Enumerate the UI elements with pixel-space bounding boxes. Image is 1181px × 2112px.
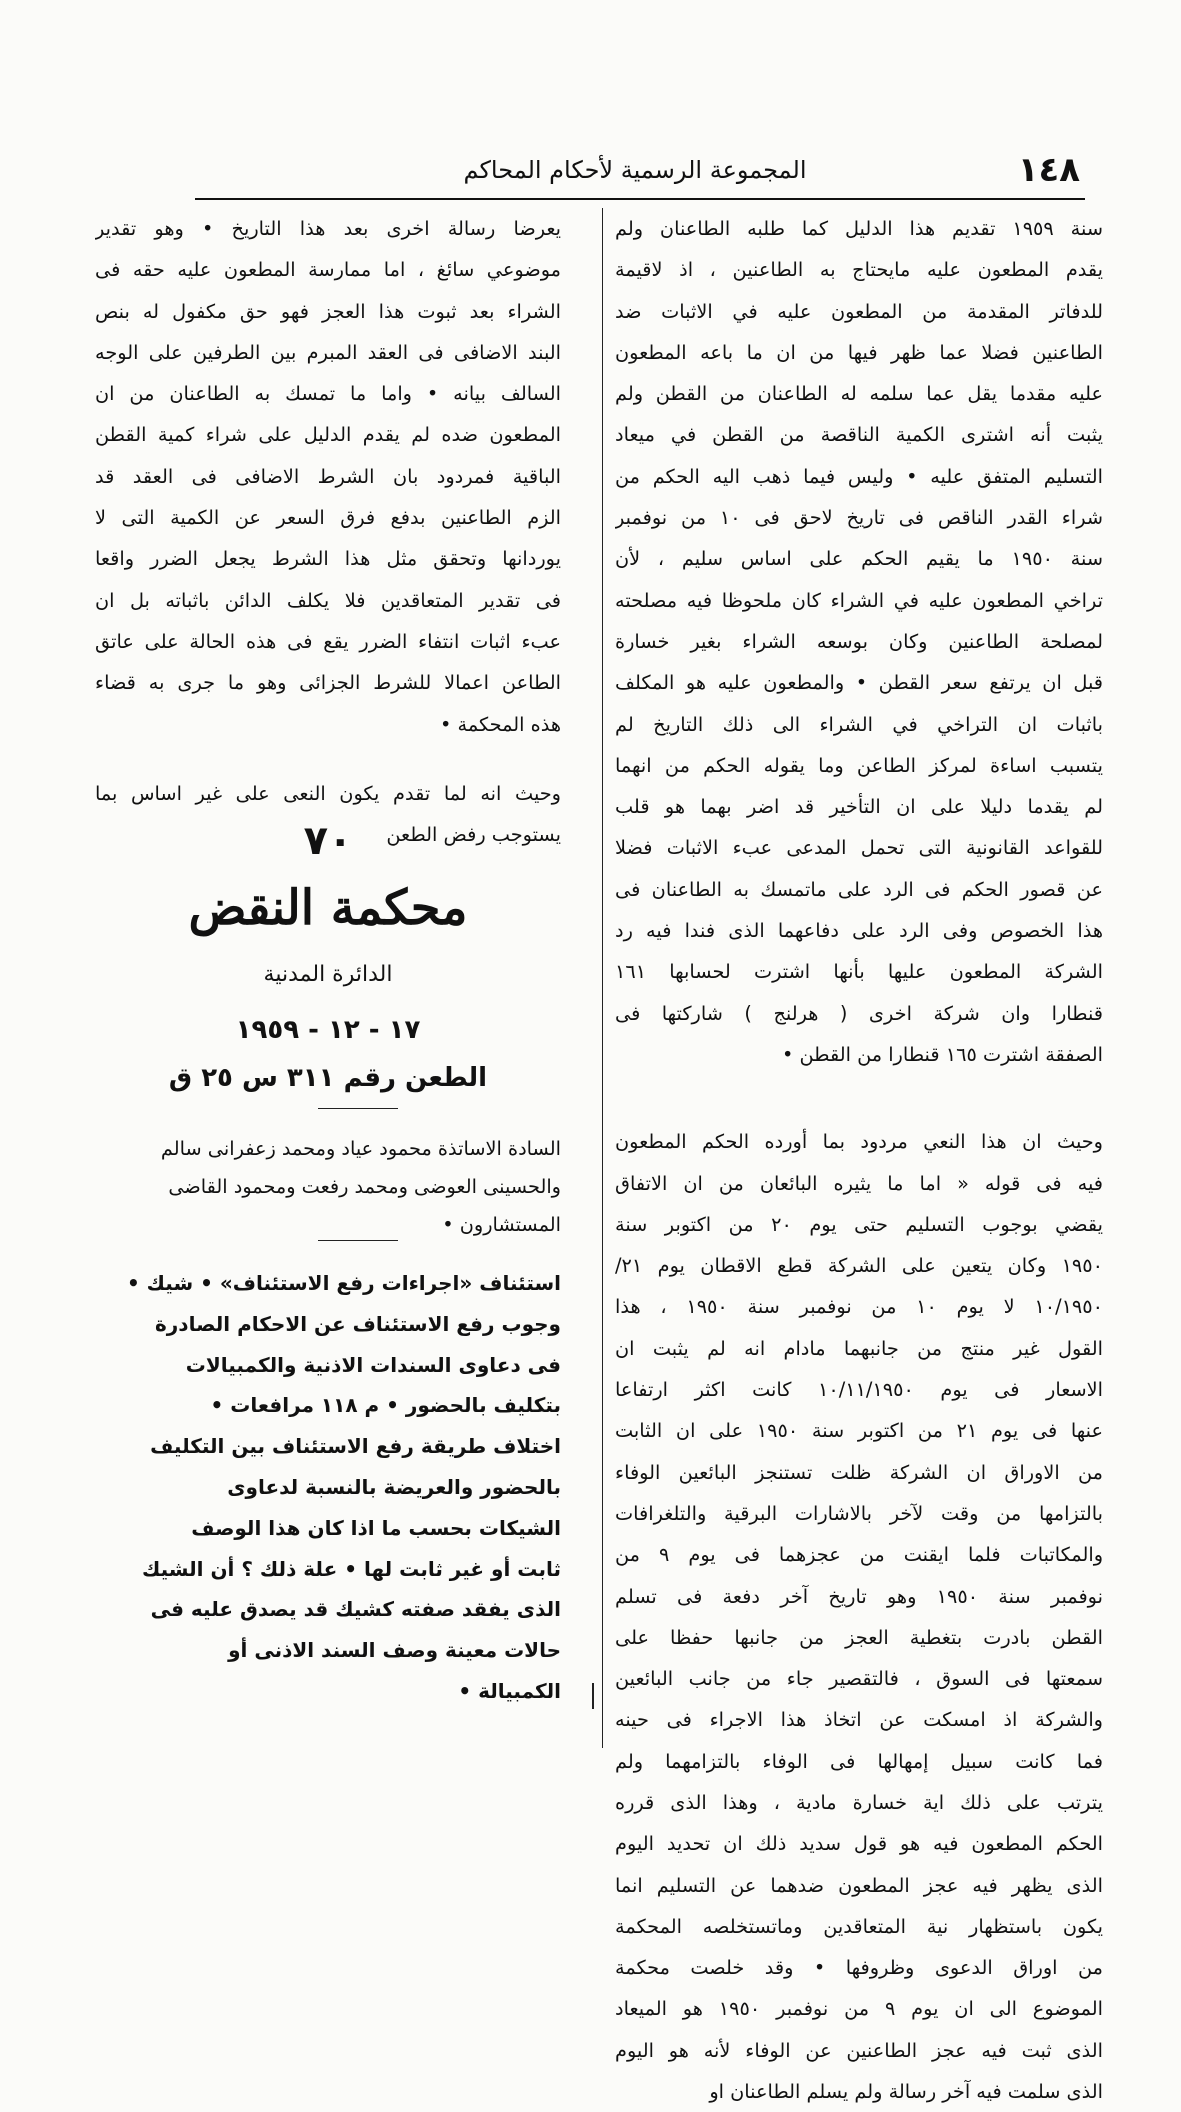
text-line: لم يقدما دليلا على ان التأخير قد اضر بهما هو قلب xyxy=(615,795,1103,819)
text-line: يتسبب اساءة لمركز الطاعن وما يقوله الحكم من انهما xyxy=(615,753,1103,777)
text-line: البند الاضافى فى العقد المبرم بين الطرفين على الوجه xyxy=(95,340,561,364)
text-line: الزم الطاعنين بدفع فرق السعر عن الكمية التى لا xyxy=(95,506,561,530)
text-line: الكمبيالة • xyxy=(458,1678,561,1703)
text-line: الصفقة اشترت ١٦٥ قنطارا من القطن • xyxy=(781,1042,1103,1066)
right-column xyxy=(615,208,1103,2112)
case-number: ٧٠ xyxy=(303,818,353,864)
text-line: يثبت أنه اشترى الكمية الناقصة من القطن في ميعاد xyxy=(615,423,1103,447)
text-line: بتكليف بالحضور • م ١١٨ مرافعات • xyxy=(210,1393,561,1418)
text-line: الباقية فمردود بان الشرط الاضافى فى العقد قد xyxy=(95,464,561,488)
text-line: عنها فى يوم ٢١ من اكتوبر سنة ١٩٥٠ على ان الثابت xyxy=(615,1419,1103,1443)
text-line: الطاعنين فضلا عما ظهر فيها من ان ما باعه المطعون xyxy=(615,340,1103,364)
text-line: عبء اثبات انتفاء الضرر يقع فى هذه الحالة على عاتق xyxy=(95,629,561,653)
left-column xyxy=(95,208,561,855)
circuit-name: الدائرة المدنية xyxy=(263,962,393,987)
text-line: وحيث انه لما تقدم يكون النعى على غير اساس بما xyxy=(95,781,561,805)
text-line: سمعتها فى السوق ، فالتقصير جاء من جانب البائعين xyxy=(615,1667,1103,1691)
text-line: للدفاتر المقدمة من المطعون عليه في الاثبات ضد xyxy=(615,299,1103,323)
right-paragraph-1 xyxy=(615,208,1103,1075)
text-line: هذا الخصوص وفى الرد على دفاعهما الذى فندا فيه رد xyxy=(615,919,1103,943)
text-line: يترتب على ذلك اية خسارة مادية ، وهذا الذى قرره xyxy=(615,1790,1103,1814)
text-line: والشركة اذ امسكت عن اتخاذ هذا الاجراء فى حينه xyxy=(615,1708,1103,1732)
text-line: يوردانها وتحقق مثل هذا الشرط يجعل الضرر واقعا xyxy=(95,547,561,571)
text-line: الذى سلمت فيه آخر رسالة ولم يسلم الطاعنان او xyxy=(709,2080,1103,2104)
separator-rule xyxy=(318,1240,398,1241)
text-line: السالف بيانه • واما ما تمسك به الطاعنان من ان xyxy=(95,382,561,406)
text-line: نوفمبر سنة ١٩٥٠ وهو تاريخ آخر دفعة فى تسلم xyxy=(615,1584,1103,1608)
text-line: من اوراق الدعوى وظروفها • وقد خلصت محكمة xyxy=(615,1956,1103,1980)
text-line: يقدم المطعون عليه مايحتاج به الطاعنين ، اذ لاقيمة xyxy=(615,258,1103,282)
text-line: فما كانت سبيل إمهالها فى الوفاء بالتزامهما ولم xyxy=(615,1749,1103,1773)
text-line: تراخي المطعون عليه في الشراء كان ملحوظا فيه مصلحته xyxy=(615,588,1103,612)
text-line: باثبات ان التراخي في الشراء الى ذلك التاريخ لم xyxy=(615,712,1103,736)
header-rule xyxy=(195,198,1085,200)
text-line: قنطارا وان شركة اخرى ( هرلنج ) شاركتها فى xyxy=(615,1001,1103,1025)
text-line: وجوب رفع الاستئناف عن الاحكام الصادرة xyxy=(154,1311,561,1336)
margin-mark xyxy=(592,1683,594,1709)
text-line: يستوجب رفض الطعن xyxy=(386,823,561,847)
text-line: يكون باستظهار نية المتعاقدين وماتستخلصه المحكمة xyxy=(615,1914,1103,1938)
text-line: القطن بادرت بتغطية العجز من جانبها حفظا على xyxy=(615,1625,1103,1649)
judges-panel xyxy=(95,1130,561,1244)
text-line: الشراء بعد ثبوت هذا العجز فهو حق مكفول له بنص xyxy=(95,299,561,323)
text-line: استئناف «اجراءات رفع الاستئناف» • شيك • xyxy=(126,1271,561,1295)
text-line: والحسينى العوضى ومحمد رفعت ومحمود القاضى xyxy=(168,1175,561,1198)
text-line: هذه المحكمة • xyxy=(440,712,561,736)
text-line: حالات معينة وصف السند الاذنى أو xyxy=(228,1638,561,1663)
text-line: ١٠/١٩٥٠ لا يوم ١٠ من نوفمبر سنة ١٩٥٠ ، هذا xyxy=(615,1295,1103,1319)
text-line: عليه مقدما يقل عما سلمه له الطاعنان من القطن ولم xyxy=(615,382,1103,406)
text-line: المطعون ضده لم يقدم الدليل على شراء كمية القطن xyxy=(95,423,561,447)
text-line: فى دعاوى السندات الاذنية والكمبيالات xyxy=(185,1352,561,1377)
text-line: لمصلحة الطاعنين وكان بوسعه الشراء بغير خسارة xyxy=(615,629,1103,653)
text-line: بالتزامها من وقت لآخر بالاشارات البرقية والتلغرافات xyxy=(615,1501,1103,1525)
text-line: السادة الاساتذة محمود عياد ومحمد زعفرانى سالم xyxy=(160,1137,561,1160)
column-divider xyxy=(602,208,603,1748)
text-line: يعرضا رسالة اخرى بعد هذا التاريخ • وهو تقدير xyxy=(95,217,561,240)
text-line: التسليم المتفق عليه • وليس فيما ذهب اليه الحكم من xyxy=(615,464,1103,488)
text-line: من الاوراق ان الشركة ظلت تستنجز البائعين الوفاء xyxy=(615,1460,1103,1484)
text-line: للقواعد القانونية التى تحمل المدعى عبء الاثبات فضلا xyxy=(615,836,1103,860)
text-line: والمكاتبات فلما ايقنت من عجزهما فى يوم ٩ من xyxy=(615,1543,1103,1567)
text-line: سنة ١٩٥٠ ما يقيم الحكم على اساس سليم ، لأن xyxy=(615,547,1103,571)
text-line: الذى يظهر فيه عجز المطعون ضدهما عن التسليم انما xyxy=(615,1873,1103,1897)
right-paragraph-2 xyxy=(615,1121,1103,2112)
text-line: الاسعار فى يوم ١٠/١١/١٩٥٠ كانت اكثر ارتفاعا xyxy=(615,1378,1103,1402)
text-line: اختلاف طريقة رفع الاستئناف بين التكليف xyxy=(150,1434,561,1459)
page-number: ١٤٨ xyxy=(1017,150,1080,190)
text-line: شراء القدر الناقص فى تاريخ لاحق فى ١٠ من نوفمبر xyxy=(615,506,1103,530)
text-line: الطاعن اعمالا للشرط الجزائى وهو ما جرى به قضاء xyxy=(95,671,561,695)
appeal-number: الطعن رقم ٣١١ س ٢٥ ق xyxy=(168,1063,488,1093)
separator-rule xyxy=(318,1108,398,1109)
text-line: الشركة المطعون عليها بأنها اشترت لحسابها ١٦١ xyxy=(615,960,1103,984)
left-paragraph-1 xyxy=(95,208,561,745)
running-title: المجموعة الرسمية لأحكام المحاكم xyxy=(463,156,807,184)
text-line: الذى ثبت فيه عجز الطاعنين عن الوفاء لأنه هو اليوم xyxy=(615,2038,1103,2062)
text-line: يقضي بوجوب التسليم حتى يوم ٢٠ من اكتوبر سنة xyxy=(615,1212,1103,1236)
text-line: سنة ١٩٥٩ تقديم هذا الدليل كما طلبه الطاعنان ولم xyxy=(615,217,1103,240)
text-line: عن قصور الحكم فى الرد على ماتمسك به الطاعنان فى xyxy=(615,877,1103,901)
headnote-summary xyxy=(95,1263,561,1712)
text-line: الموضوع الى ان يوم ٩ من نوفمبر ١٩٥٠ هو الميعاد xyxy=(615,1997,1103,2021)
text-line: الشيكات بحسب ما اذا كان هذا الوصف xyxy=(191,1515,561,1540)
text-line: الذى يفقد صفته كشيك قد يصدق عليه فى xyxy=(150,1597,561,1622)
text-line: الحكم المطعون فيه هو قول سديد ذلك ان تحديد اليوم xyxy=(615,1832,1103,1856)
text-line: ١٩٥٠ وكان يتعين على الشركة قطع الاقطان يوم ٢١/ xyxy=(615,1254,1103,1278)
court-name: محكمة النقض xyxy=(188,880,468,936)
page-header xyxy=(190,150,1080,194)
text-line: ثابت أو غير ثابت لها • علة ذلك ؟ أن الشيك xyxy=(142,1556,561,1581)
text-line: القول غير منتج من جانبهما مادام انه لم يثبت ان xyxy=(615,1336,1103,1360)
text-line: فى تقدير المتعاقدين فلا يكلف الدائن باثباته بل ان xyxy=(95,588,561,612)
text-line: بالحضور والعريضة بالنسبة لدعاوى xyxy=(227,1474,561,1499)
text-line: المستشارون • xyxy=(442,1213,561,1236)
text-line: فيه فى قوله « اما ما يثيره البائعان من ان الاتفاق xyxy=(615,1171,1103,1195)
judgment-date: ١٧ - ١٢ - ١٩٥٩ xyxy=(235,1015,421,1045)
text-line: وحيث ان هذا النعي مردود بما أورده الحكم المطعون xyxy=(615,1130,1103,1154)
text-line: قبل ان يرتفع سعر القطن • والمطعون عليه هو المكلف xyxy=(615,671,1103,695)
text-line: موضوعي سائغ ، اما ممارسة المطعون عليه حقه فى xyxy=(95,258,561,282)
